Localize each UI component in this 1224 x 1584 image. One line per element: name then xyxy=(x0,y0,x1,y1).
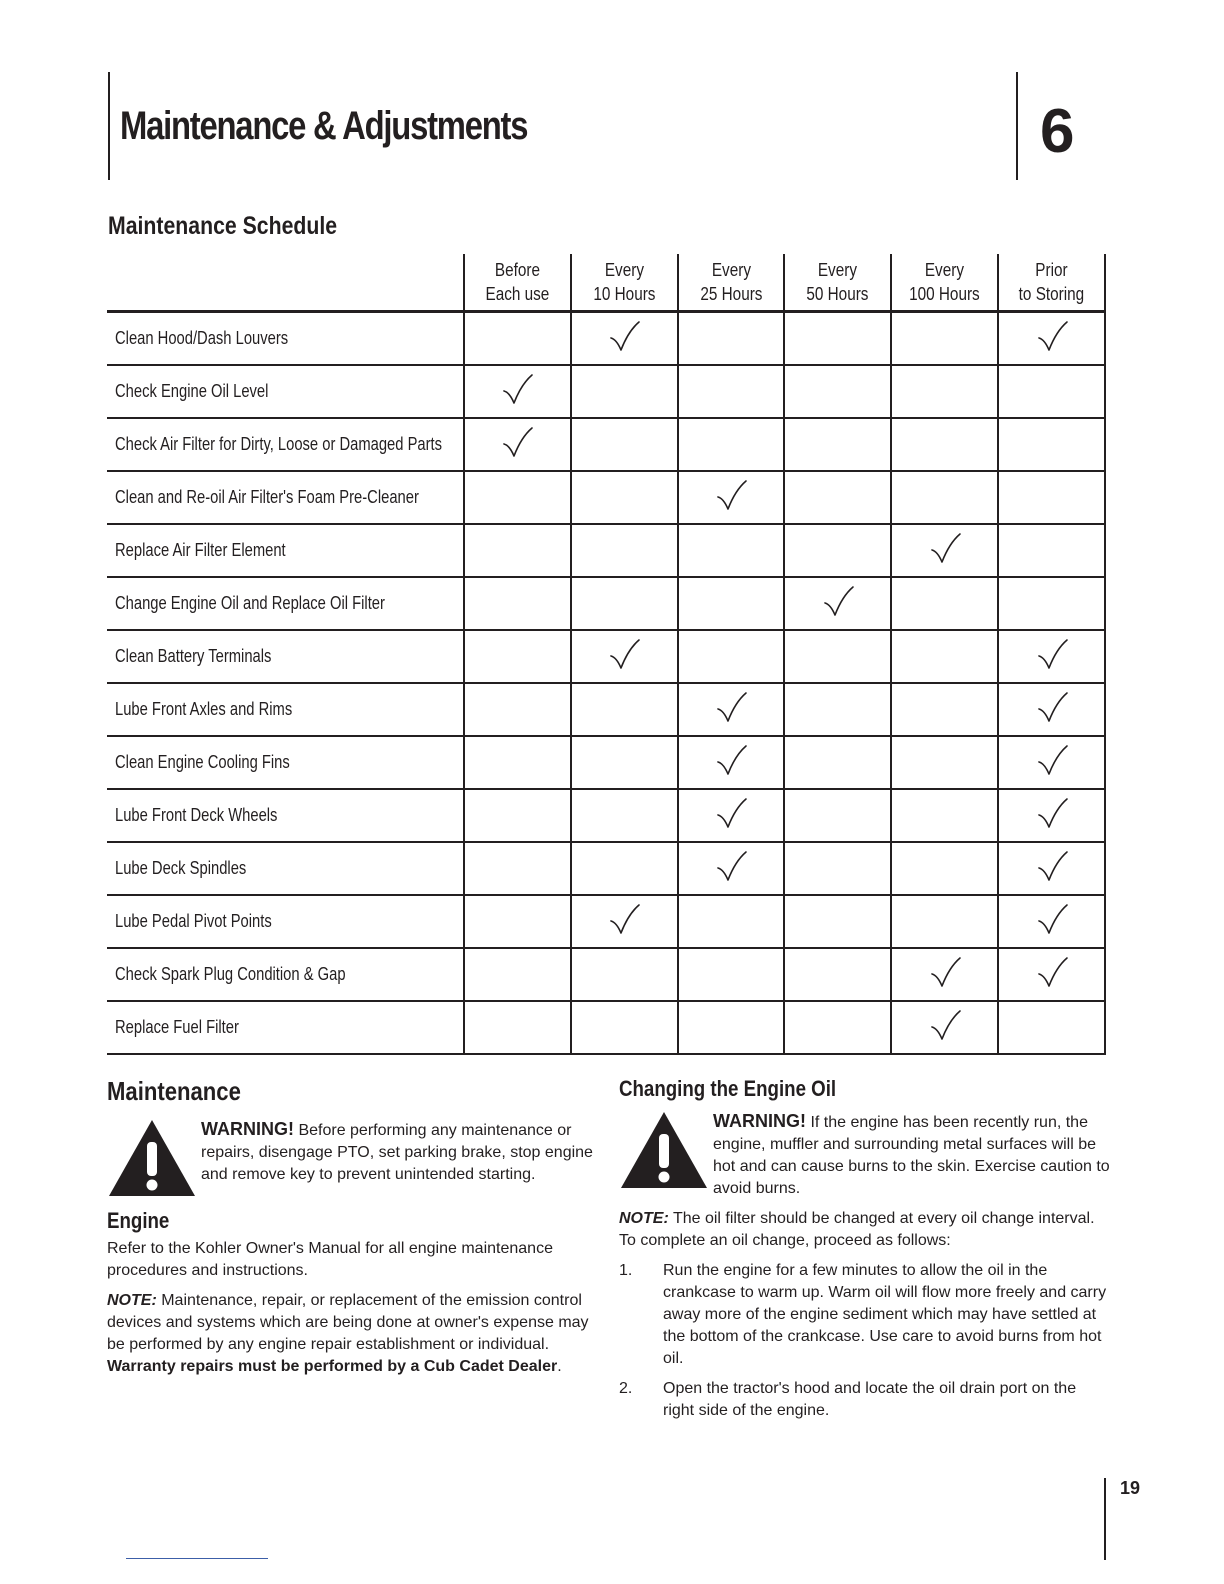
schedule-title: Maintenance Schedule xyxy=(108,212,338,240)
bottom-divider xyxy=(126,1558,268,1559)
checkmark-icon xyxy=(714,817,748,834)
check-cell-empty xyxy=(571,471,678,524)
check-cell-marked xyxy=(998,630,1105,683)
check-cell-empty xyxy=(678,895,785,948)
schedule-header-cell: Every 100 Hours xyxy=(891,254,998,312)
check-cell-marked xyxy=(891,948,998,1001)
oil-change-steps xyxy=(619,1260,1111,1422)
check-cell-empty xyxy=(464,524,571,577)
check-cell-empty xyxy=(464,630,571,683)
check-cell-empty xyxy=(678,312,785,366)
check-cell-marked xyxy=(678,471,785,524)
checkmark-icon xyxy=(607,340,641,357)
check-cell-empty xyxy=(464,577,571,630)
checkmark-icon xyxy=(928,552,962,569)
check-cell-empty xyxy=(571,948,678,1001)
check-cell-marked xyxy=(998,789,1105,842)
check-cell-empty xyxy=(784,365,891,418)
maintenance-section xyxy=(107,1076,595,1386)
chapter-number: 6 xyxy=(1040,97,1075,166)
check-cell-empty xyxy=(464,471,571,524)
check-cell-marked xyxy=(571,895,678,948)
check-cell-marked xyxy=(891,1001,998,1054)
check-cell-marked xyxy=(678,683,785,736)
check-cell-empty xyxy=(998,1001,1105,1054)
check-cell-empty xyxy=(891,365,998,418)
checkmark-icon xyxy=(500,393,534,410)
task-cell: Clean Engine Cooling Fins xyxy=(107,736,464,789)
task-cell: Check Air Filter for Dirty, Loose or Damaged Parts xyxy=(107,418,464,471)
schedule-header-blank xyxy=(107,254,464,312)
check-cell-marked xyxy=(784,577,891,630)
table-row xyxy=(107,895,1105,948)
table-row xyxy=(107,683,1105,736)
task-cell: Lube Pedal Pivot Points xyxy=(107,895,464,948)
checkmark-icon xyxy=(1035,976,1069,993)
task-cell: Lube Front Axles and Rims xyxy=(107,683,464,736)
task-cell: Clean and Re-oil Air Filter's Foam Pre-Cleaner xyxy=(107,471,464,524)
engine-text: Refer to the Kohler Owner's Manual for all engine maintenance procedures and instructions. xyxy=(107,1240,553,1279)
table-row xyxy=(107,418,1105,471)
maintenance-title: Maintenance xyxy=(107,1076,241,1106)
check-cell-empty xyxy=(891,789,998,842)
check-cell-empty xyxy=(678,1001,785,1054)
checkmark-icon xyxy=(821,605,855,622)
check-cell-empty xyxy=(464,1001,571,1054)
task-cell: Change Engine Oil and Replace Oil Filter xyxy=(107,577,464,630)
check-cell-empty xyxy=(784,312,891,366)
table-row xyxy=(107,365,1105,418)
check-cell-empty xyxy=(891,683,998,736)
check-cell-marked xyxy=(678,842,785,895)
check-cell-empty xyxy=(784,1001,891,1054)
schedule-header-cell: Prior to Storing xyxy=(998,254,1105,312)
table-row xyxy=(107,1001,1105,1054)
check-cell-empty xyxy=(784,895,891,948)
header-rule-left xyxy=(108,72,110,180)
checkmark-icon xyxy=(607,658,641,675)
checkmark-icon xyxy=(928,976,962,993)
check-cell-marked xyxy=(998,683,1105,736)
check-cell-marked xyxy=(464,365,571,418)
check-cell-empty xyxy=(678,418,785,471)
schedule-header-row xyxy=(107,254,1105,312)
checkmark-icon xyxy=(1035,923,1069,940)
check-cell-marked xyxy=(678,789,785,842)
table-row xyxy=(107,948,1105,1001)
checkmark-icon xyxy=(1035,817,1069,834)
check-cell-empty xyxy=(891,630,998,683)
header-rule-right xyxy=(1016,72,1018,180)
schedule-header-cell: Every 10 Hours xyxy=(571,254,678,312)
table-row xyxy=(107,471,1105,524)
checkmark-icon xyxy=(1035,340,1069,357)
check-cell-empty xyxy=(678,365,785,418)
check-cell-marked xyxy=(571,312,678,366)
check-cell-empty xyxy=(784,842,891,895)
checkmark-icon xyxy=(607,923,641,940)
check-cell-empty xyxy=(891,895,998,948)
maintenance-note: NOTE: Maintenance, repair, or replacement of the emission control devices and systems which are being done at owner's expense may be performed by any engine repair establishment or individual. Warranty repairs must be performed by a Cub Cadet Dealer. xyxy=(107,1292,589,1375)
check-cell-empty xyxy=(998,577,1105,630)
list-item: 1. Run the engine for a few minutes to allow the oil in the crankcase to warm up. Warm oil will flow more freely and carry away more of the engine sediment which may have settled at the bottom of the crankcase. Use care to avoid burns from hot oil. xyxy=(619,1262,1107,1367)
check-cell-empty xyxy=(678,524,785,577)
check-cell-empty xyxy=(464,683,571,736)
checkmark-icon xyxy=(714,764,748,781)
check-cell-empty xyxy=(891,842,998,895)
check-cell-empty xyxy=(571,524,678,577)
schedule-body xyxy=(107,312,1105,1055)
task-cell: Replace Air Filter Element xyxy=(107,524,464,577)
check-cell-empty xyxy=(784,630,891,683)
schedule-header-cell: Every 50 Hours xyxy=(784,254,891,312)
chapter-title: Maintenance & Adjustments xyxy=(120,104,528,148)
check-cell-empty xyxy=(998,471,1105,524)
check-cell-empty xyxy=(998,365,1105,418)
task-cell: Lube Deck Spindles xyxy=(107,842,464,895)
changing-oil-section xyxy=(619,1076,1111,1430)
check-cell-empty xyxy=(891,312,998,366)
check-cell-empty xyxy=(998,524,1105,577)
checkmark-icon xyxy=(500,446,534,463)
check-cell-empty xyxy=(891,577,998,630)
maintenance-warning-text: WARNING! Before performing any maintenance or repairs, disengage PTO, set parking brake, stop engine and remove key to prevent unintended starting. xyxy=(201,1119,593,1183)
maintenance-warning xyxy=(107,1118,595,1198)
table-row xyxy=(107,736,1105,789)
changing-oil-title: Changing the Engine Oil xyxy=(619,1076,837,1101)
check-cell-empty xyxy=(571,1001,678,1054)
table-row xyxy=(107,789,1105,842)
table-row xyxy=(107,524,1105,577)
checkmark-icon xyxy=(714,499,748,516)
task-cell: Clean Battery Terminals xyxy=(107,630,464,683)
check-cell-empty xyxy=(891,471,998,524)
check-cell-empty xyxy=(891,418,998,471)
check-cell-empty xyxy=(464,736,571,789)
task-cell: Replace Fuel Filter xyxy=(107,1001,464,1054)
list-item: 2. Open the tractor's hood and locate the oil drain port on the right side of the engine. xyxy=(619,1380,1077,1419)
warning-triangle-icon xyxy=(107,1118,197,1198)
checkmark-icon xyxy=(714,870,748,887)
changing-oil-warning-text: WARNING! If the engine has been recently run, the engine, muffler and surrounding metal surfaces will be hot and can cause burns to the skin. Exercise caution to avoid burns. xyxy=(713,1111,1110,1197)
checkmark-icon xyxy=(1035,764,1069,781)
check-cell-empty xyxy=(784,736,891,789)
check-cell-marked xyxy=(571,630,678,683)
check-cell-empty xyxy=(571,418,678,471)
check-cell-empty xyxy=(464,312,571,366)
check-cell-empty xyxy=(571,365,678,418)
check-cell-empty xyxy=(464,948,571,1001)
checkmark-icon xyxy=(1035,711,1069,728)
check-cell-empty xyxy=(998,418,1105,471)
warning-triangle-icon xyxy=(619,1110,709,1190)
check-cell-empty xyxy=(891,736,998,789)
check-cell-empty xyxy=(464,842,571,895)
task-cell: Lube Front Deck Wheels xyxy=(107,789,464,842)
check-cell-marked xyxy=(998,312,1105,366)
check-cell-marked xyxy=(998,895,1105,948)
table-row xyxy=(107,630,1105,683)
check-cell-empty xyxy=(464,895,571,948)
checkmark-icon xyxy=(1035,870,1069,887)
check-cell-empty xyxy=(784,789,891,842)
check-cell-marked xyxy=(891,524,998,577)
check-cell-empty xyxy=(784,471,891,524)
checkmark-icon xyxy=(1035,658,1069,675)
changing-oil-note: NOTE: The oil filter should be changed at every oil change interval. To complete an oil change, proceed as follows: xyxy=(619,1210,1095,1249)
check-cell-empty xyxy=(571,842,678,895)
check-cell-marked xyxy=(998,736,1105,789)
schedule-header-cell: Before Each use xyxy=(464,254,571,312)
table-row xyxy=(107,312,1105,366)
check-cell-empty xyxy=(464,789,571,842)
check-cell-empty xyxy=(571,683,678,736)
check-cell-marked xyxy=(678,736,785,789)
footer-rule xyxy=(1104,1478,1106,1560)
check-cell-marked xyxy=(464,418,571,471)
engine-title: Engine xyxy=(107,1208,170,1233)
task-cell: Check Spark Plug Condition & Gap xyxy=(107,948,464,1001)
table-row xyxy=(107,577,1105,630)
check-cell-marked xyxy=(998,948,1105,1001)
checkmark-icon xyxy=(714,711,748,728)
task-cell: Check Engine Oil Level xyxy=(107,365,464,418)
check-cell-empty xyxy=(571,789,678,842)
changing-oil-warning xyxy=(619,1110,1111,1200)
check-cell-empty xyxy=(784,418,891,471)
page-number: 19 xyxy=(1120,1478,1141,1498)
check-cell-empty xyxy=(784,524,891,577)
check-cell-empty xyxy=(678,948,785,1001)
schedule-header-cell: Every 25 Hours xyxy=(678,254,785,312)
check-cell-empty xyxy=(678,577,785,630)
check-cell-empty xyxy=(571,577,678,630)
table-row xyxy=(107,842,1105,895)
check-cell-empty xyxy=(784,683,891,736)
maintenance-schedule-table xyxy=(107,254,1106,1055)
checkmark-icon xyxy=(928,1029,962,1046)
check-cell-empty xyxy=(784,948,891,1001)
check-cell-empty xyxy=(678,630,785,683)
task-cell: Clean Hood/Dash Louvers xyxy=(107,312,464,366)
check-cell-marked xyxy=(998,842,1105,895)
check-cell-empty xyxy=(571,736,678,789)
